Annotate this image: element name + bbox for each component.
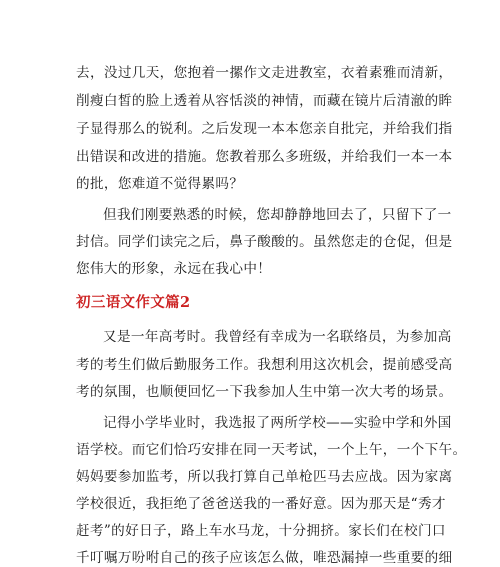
- document-page: [76, 0, 467, 566]
- text-line: 又是一年高考时。我曾经有幸成为一名联络员，为参加高: [103, 329, 452, 345]
- text-line: 削瘦白皙的脸上透着从容恬淡的神情，而藏在镜片后清澈的眸: [76, 93, 453, 109]
- text-line: 考的氛围，也顺便回忆一下我参加人生中第一次大考的场景。: [76, 384, 453, 400]
- text-line: 学校很近，我拒绝了爸爸送我的一番好意。因为那天是“秀才: [76, 496, 446, 512]
- text-line: 记得小学毕业时，我选报了两所学校——实验中学和外国: [103, 415, 452, 431]
- text-line: 封信。同学们读完之后，鼻子酸酸的。虽然您走的仓促，但是: [76, 234, 453, 250]
- text-line: 但我们刚要熟悉的时候，您却静静地回去了，只留下了一: [103, 207, 452, 223]
- text-line: 去，没过几天，您抱着一摞作文走进教室，衣着素雅而清新，: [76, 65, 453, 81]
- text-line: 您伟大的形象，永远在我心中！: [76, 261, 272, 277]
- text-line: 妈妈要参加监考，所以我打算自己单枪匹马去应战。因为家离: [76, 469, 453, 485]
- text-line: 的批，您难道不觉得累吗？: [76, 176, 244, 192]
- section-heading: 初三语文作文篇2: [76, 294, 191, 311]
- text-line: 语学校。而它们恰巧安排在同一天考试，一个上午，一个下午。: [76, 442, 467, 458]
- text-line: 赶考”的好日子，路上车水马龙，十分拥挤。家长们在校门口: [76, 523, 446, 539]
- text-line: 子显得那么的锐利。之后发现一本本您亲自批完，并给我们指: [76, 121, 453, 137]
- text-line: 千叮嘱万吩咐自己的孩子应该怎么做，唯恐漏掉一些重要的细: [76, 550, 453, 566]
- text-line: 考的考生们做后勤服务工作。我想利用这次机会，提前感受高: [76, 357, 453, 373]
- text-line: 出错误和改进的措施。您教着那么多班级，并给我们一本一本: [76, 149, 453, 165]
